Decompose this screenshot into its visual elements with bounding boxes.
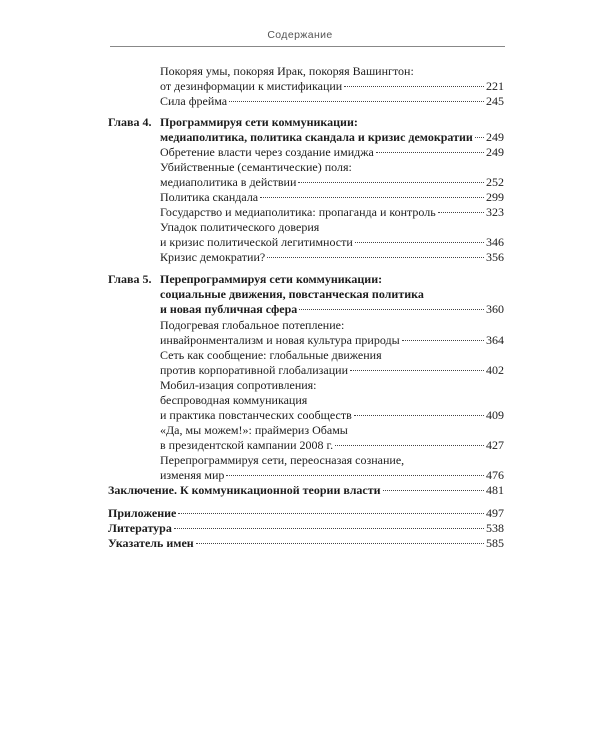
leader-dots [344, 86, 484, 87]
chapter-label: Глава 5. [108, 272, 152, 286]
toc-entry-line: Программируя сети коммуникации: [160, 115, 358, 129]
toc-entry-title: и кризис политической легитимности [160, 235, 353, 249]
toc-page-number: 476 [486, 468, 504, 482]
toc-entry-title: от дезинформации к мистификации [160, 79, 343, 93]
chapter-label: Глава 4. [108, 115, 152, 129]
toc-page-number: 346 [486, 235, 504, 249]
toc-page-number: 252 [486, 175, 504, 189]
toc-page-number: 497 [486, 506, 504, 520]
toc-entry-title: медиаполитика, политика скандала и кризис демократии [160, 130, 473, 144]
toc-page-number: 323 [486, 205, 504, 219]
leader-dots [174, 528, 484, 529]
toc-entry-title: медиаполитика в действии [160, 175, 297, 189]
toc-page-number: 402 [486, 363, 504, 377]
toc-entry-global-warming[interactable] [160, 318, 504, 348]
toc-entry-line: Мобил-изация сопротивления: [160, 378, 317, 392]
leader-dots [438, 212, 484, 213]
toc-entry-title: Политика скандала [160, 190, 259, 204]
toc-entry-title: Указатель имен [108, 536, 194, 550]
leader-dots [260, 197, 484, 198]
toc-entry-mobilization[interactable] [160, 378, 504, 423]
toc-entry-line: Убийственные (семантические) поля: [160, 160, 352, 174]
leader-dots [354, 415, 484, 416]
leader-dots [475, 137, 484, 138]
toc-entry-title: Заключение. К коммуникационной теории власти [108, 483, 381, 497]
toc-chapter-4[interactable] [108, 115, 504, 145]
toc-entry-reprogramming[interactable] [160, 453, 504, 483]
toc-entry-title: инвайронментализм и новая культура природы [160, 333, 400, 347]
leader-dots [267, 257, 484, 258]
toc-chapter-5[interactable] [108, 272, 504, 317]
toc-page-number: 356 [486, 250, 504, 264]
toc-entry-scandal-politics[interactable] [160, 190, 504, 205]
toc-entry-appendix[interactable] [108, 506, 504, 521]
toc-entry-title: Приложение [108, 506, 177, 520]
toc-entry-line: «Да, мы можем!»: праймериз Обамы [160, 423, 348, 437]
toc-entry-trust-decline[interactable] [160, 220, 504, 250]
leader-dots [402, 340, 484, 341]
toc-page-number: 585 [486, 536, 504, 550]
toc-page-number: 409 [486, 408, 504, 422]
toc-entry-state-mediapolitics[interactable] [160, 205, 504, 220]
toc-entry-line: социальные движения, повстанческая политика [160, 287, 424, 301]
toc-entry-title: Обретение власти через создание имиджа [160, 145, 374, 159]
toc-page-number: 299 [486, 190, 504, 204]
toc-entry-literature[interactable] [108, 521, 504, 536]
leader-dots [229, 101, 484, 102]
toc-entry-name-index[interactable] [108, 536, 504, 551]
toc-page-number: 249 [486, 130, 504, 144]
toc-entry-image-power[interactable] [160, 145, 504, 160]
toc-entry-title: и практика повстанческих сообществ [160, 408, 352, 422]
toc-page-number: 427 [486, 438, 504, 452]
leader-dots [226, 475, 484, 476]
toc-entry-title: Литература [108, 521, 172, 535]
toc-entry-frame-power[interactable] [160, 94, 504, 109]
leader-dots [376, 152, 484, 153]
toc-entry-title: Кризис демократии? [160, 250, 266, 264]
toc-entry-title: против корпоративной глобализации [160, 363, 349, 377]
toc-entry-network-message[interactable] [160, 348, 504, 378]
toc-page-number: 538 [486, 521, 504, 535]
toc-page-number: 221 [486, 79, 504, 93]
toc-entry-deception[interactable] [160, 64, 504, 94]
toc-entry-title: и новая публичная сфера [160, 302, 298, 316]
toc-page-number: 245 [486, 94, 504, 108]
toc-entry-democracy-crisis[interactable] [160, 250, 504, 265]
leader-dots [383, 490, 484, 491]
toc-entry-conclusion[interactable] [108, 483, 504, 498]
toc-entry-line: беспроводная коммуникация [160, 393, 308, 407]
leader-dots [335, 445, 484, 446]
leader-dots [178, 513, 484, 514]
toc-entry-line: Сеть как сообщение: глобальные движения [160, 348, 382, 362]
leader-dots [299, 309, 484, 310]
toc-page-number: 364 [486, 333, 504, 347]
leader-dots [355, 242, 484, 243]
toc-entry-line: Перепрограммируя сети коммуникации: [160, 272, 383, 286]
toc-entry-yes-we-can[interactable] [160, 423, 504, 453]
toc-entry-line: Покоряя умы, покоряя Ирак, покоряя Вашингтон: [160, 64, 414, 78]
toc-entry-title: изменяя мир [160, 468, 225, 482]
toc-page-number: 249 [486, 145, 504, 159]
toc-entry-title: в президентской кампании 2008 г. [160, 438, 334, 452]
page-header: Содержание [267, 29, 333, 41]
toc-entry-title: Государство и медиаполитика: пропаганда и контроль [160, 205, 436, 219]
toc-entry-semantic-fields[interactable] [160, 160, 504, 190]
toc-page-number: 360 [486, 302, 504, 316]
toc-entry-line: Упадок политического доверия [160, 220, 320, 234]
leader-dots [350, 370, 484, 371]
leader-dots [196, 543, 484, 544]
toc-entry-line: Подогревая глобальное потепление: [160, 318, 345, 332]
toc-page-number: 481 [486, 483, 504, 497]
leader-dots [298, 182, 484, 183]
toc-entry-title: Сила фрейма [160, 94, 228, 108]
toc-entry-line: Перепрограммируя сети, переосназая сознание, [160, 453, 405, 467]
